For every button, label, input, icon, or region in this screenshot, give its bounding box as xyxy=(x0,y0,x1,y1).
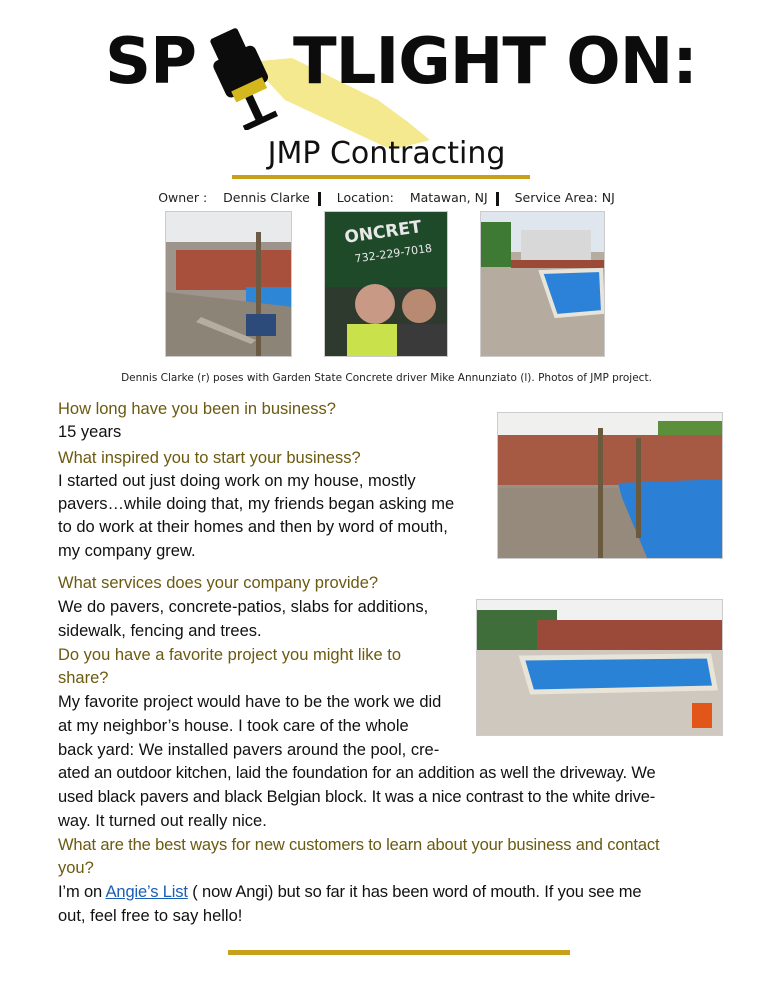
owner-label: Owner : xyxy=(158,190,208,205)
business-name: JMP Contracting xyxy=(267,136,506,171)
owner-value: Dennis Clarke xyxy=(223,190,310,205)
location-value: Matawan, NJ xyxy=(409,190,488,205)
answer-2-line-4: my company grew. xyxy=(58,542,196,560)
answer-3-line-1: We do pavers, concrete-patios, slabs for additions, xyxy=(58,598,429,616)
title-part-2: TLIGHT ON: xyxy=(293,25,697,99)
photo-pool-overview xyxy=(480,211,605,357)
photo-caption: Dennis Clarke (r) poses with Garden State Concrete driver Mike Annunziato (l). Photos of JMP project. xyxy=(121,372,652,384)
question-1: How long have you been in business? xyxy=(58,400,336,418)
spotlight-icon xyxy=(200,20,300,130)
truck-phone-text: 732-229-7018 xyxy=(353,241,433,266)
answer-4-line-4: ated an outdoor kitchen, laid the foundation for an addition as well the driveway. We xyxy=(58,764,656,782)
answer-2-line-2: pavers…while doing that, my friends began asking me xyxy=(58,495,455,513)
answer-1: 15 years xyxy=(58,423,122,441)
angies-list-link[interactable]: Angie’s List xyxy=(105,883,188,901)
title-underline xyxy=(232,175,530,179)
question-5-line-1: What are the best ways for new customers to learn about your business and contact xyxy=(58,836,660,854)
separator xyxy=(496,192,499,206)
truck-sign-text: ONCRET xyxy=(343,217,423,248)
answer-4-line-5: used black pavers and black Belgian block. It was a nice contrast to the white drive- xyxy=(58,788,656,806)
answer-4-line-1: My favorite project would have to be the work we did xyxy=(58,693,442,711)
photo-owner-selfie xyxy=(324,211,448,357)
question-5-line-2: you? xyxy=(58,859,94,877)
photo-patio-pour xyxy=(165,211,292,357)
footer-rule xyxy=(228,950,570,955)
answer-5-prefix: I’m on xyxy=(58,883,106,901)
answer-3-line-2: sidewalk, fencing and trees. xyxy=(58,622,262,640)
answer-2-line-3: to do work at their homes and then by word of mouth, xyxy=(58,518,448,536)
service-area-value: NJ xyxy=(601,190,615,205)
answer-4-line-3: back yard: We installed pavers around the pool, cre- xyxy=(58,741,440,759)
question-4-line-2: share? xyxy=(58,669,109,687)
question-4-line-1: Do you have a favorite project you might like to xyxy=(58,646,402,664)
answer-4-line-6: way. It turned out really nice. xyxy=(58,812,267,830)
answer-5-line-2: out, feel free to say hello! xyxy=(58,907,243,925)
question-2: What inspired you to start your business? xyxy=(58,449,361,467)
service-area-label: Service Area: xyxy=(514,190,598,205)
title-part-1: SP xyxy=(105,25,196,99)
answer-2-line-1: I started out just doing work on my house, mostly xyxy=(58,472,416,490)
photo-finished-pool xyxy=(476,599,723,736)
answer-5-suffix: ( now Angi) but so far it has been word of mouth. If you see me xyxy=(187,883,642,901)
info-row xyxy=(0,190,773,206)
question-3: What services does your company provide? xyxy=(58,574,379,592)
answer-4-line-2: at my neighbor’s house. I took care of the whole xyxy=(58,717,409,735)
separator xyxy=(318,192,321,206)
answer-5-line-1 xyxy=(58,881,723,903)
photo-pool-pour xyxy=(497,412,723,559)
location-label: Location: xyxy=(336,190,394,205)
